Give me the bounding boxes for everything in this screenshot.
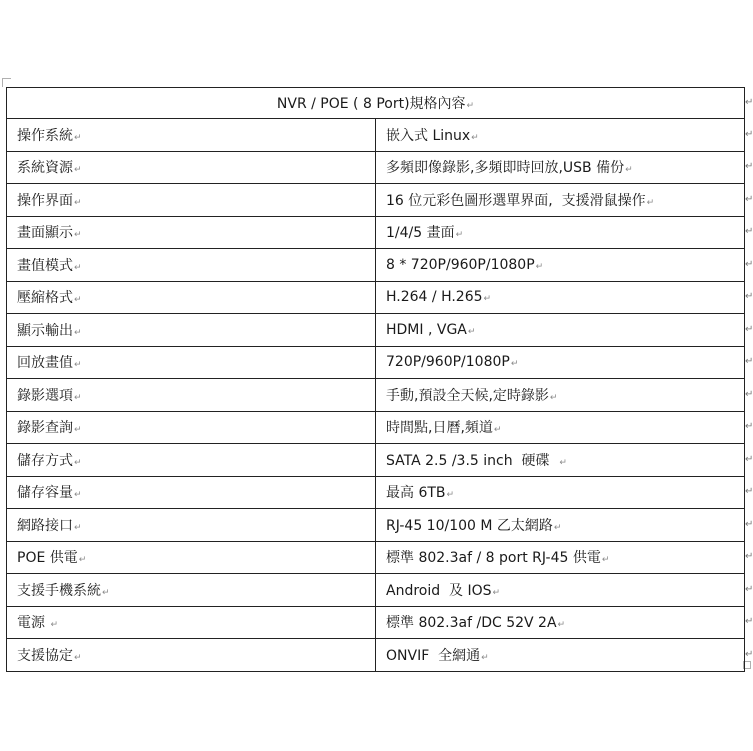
paragraph-mark-icon: ↵ [559,457,567,468]
row-end-mark-icon: ↵ [745,551,753,563]
title-row [7,88,745,119]
paragraph-mark-icon: ↵ [646,197,655,208]
spec-label: 儲存容量 [17,485,73,502]
spec-label-cell[interactable] [7,281,376,314]
spec-label: 支援手機系統 [17,582,101,599]
table-row [7,509,745,542]
spec-value: 手動,預設全天候,定時錄影 [386,387,549,404]
spec-value-cell[interactable] [376,574,745,607]
paragraph-mark-icon: ↵ [74,165,82,176]
paragraph-mark-icon: ↵ [74,327,82,338]
spec-value: SATA 2.5 /3.5 inch 硬碟 [386,452,559,469]
spec-label-cell[interactable] [7,216,376,249]
table-row [7,216,745,249]
paragraph-mark-icon: ↵ [78,555,87,566]
spec-label-cell[interactable] [7,379,376,412]
spec-label: 壓縮格式 [17,290,73,307]
spec-table [6,87,745,672]
spec-value: 8 * 720P/960P/1080P [386,256,535,273]
spec-value-cell[interactable] [376,249,745,282]
paragraph-mark-icon: ↵ [601,555,610,566]
paragraph-mark-icon: ↵ [74,392,82,403]
spec-label: 顯示輸出 [17,322,73,339]
spec-label-cell[interactable] [7,476,376,509]
title-cell[interactable] [7,88,745,119]
paragraph-mark-icon: ↵ [74,425,82,436]
spec-value-cell[interactable] [376,476,745,509]
spec-label: 畫面顯示 [17,225,73,242]
row-end-mark-icon: ↵ [745,616,753,628]
spec-value: 時間點,日曆,頻道 [386,420,493,437]
paragraph-mark-icon: ↵ [74,230,82,241]
paragraph-mark-icon: ↵ [74,295,82,306]
spec-value: 標準 802.3af /DC 52V 2A [386,615,557,632]
spec-label: 支援協定 [17,647,73,664]
spec-label-cell[interactable] [7,606,376,639]
paragraph-mark-icon: ↵ [74,132,82,143]
paragraph-mark-icon: ↵ [74,360,82,371]
paragraph-mark-icon: ↵ [74,457,82,468]
row-end-mark-icon: ↵ [745,583,753,595]
paragraph-mark-icon: ↵ [481,652,489,663]
table-row [7,119,745,152]
paragraph-mark-icon: ↵ [553,522,562,533]
table-row [7,346,745,379]
table-row [7,444,745,477]
row-end-mark-icon: ↵ [745,453,753,465]
paragraph-mark-icon: ↵ [74,197,82,208]
row-end-mark-icon: ↵ [745,161,753,173]
spec-label-cell[interactable] [7,249,376,282]
table-row [7,411,745,444]
spec-value: 最高 6TB [386,485,446,502]
table-row [7,281,745,314]
paragraph-mark-icon: ↵ [467,326,476,337]
spec-value: 標準 802.3af / 8 port RJ-45 供電 [386,550,601,567]
spec-value-cell[interactable] [376,184,745,217]
spec-value: HDMI , VGA [386,321,467,338]
table-row [7,541,745,574]
paragraph-mark-icon: ↵ [492,587,501,598]
row-end-mark-icon: ↵ [745,648,753,660]
spec-value-cell[interactable] [376,379,745,412]
paragraph-mark-icon: ↵ [74,262,82,273]
spec-label: 操作界面 [17,192,73,209]
spec-label: POE 供電 [17,550,78,567]
spec-label-cell[interactable] [7,411,376,444]
spec-label: 網路接口 [17,517,73,534]
paragraph-mark-icon: ↵ [535,261,544,272]
spec-label: 儲存方式 [17,452,73,469]
table-title: NVR / POE ( 8 Port)規格內容 [276,96,466,112]
row-end-mark-icon: ↵ [745,193,753,205]
spec-label-cell[interactable] [7,151,376,184]
spec-value-cell[interactable] [376,509,745,542]
row-end-mark-icon: ↵ [745,97,753,108]
spec-value-cell[interactable] [376,541,745,574]
table-row [7,151,745,184]
row-end-mark-icon: ↵ [745,291,753,303]
page-corner-mark [2,78,11,87]
row-end-mark-icon: ↵ [745,226,753,238]
paragraph-mark-icon: ↵ [74,490,82,501]
spec-value: H.264 / H.265 [386,289,483,306]
paragraph-mark-icon: ↵ [446,490,455,501]
table-row [7,184,745,217]
row-end-mark-icon: ↵ [745,128,753,140]
spec-value-cell[interactable] [376,216,745,249]
row-end-mark-icon: ↵ [745,258,753,270]
paragraph-mark-icon: ↵ [455,230,464,241]
paragraph-mark-icon: ↵ [466,101,475,111]
spec-value-cell[interactable] [376,606,745,639]
row-end-mark-icon: ↵ [745,388,753,400]
spec-value-cell[interactable] [376,639,745,672]
spec-label: 系統資源 [17,160,73,177]
paragraph-mark-icon: ↵ [549,392,558,403]
spec-label-cell[interactable] [7,346,376,379]
spec-value: 嵌入式 Linux [386,127,471,144]
row-end-mark-icon: ↵ [745,421,753,433]
spec-value: RJ-45 10/100 M 乙太網路 [386,517,553,534]
spec-label-cell[interactable] [7,541,376,574]
paragraph-mark-icon: ↵ [483,294,492,305]
paragraph-mark-icon: ↵ [50,620,58,631]
table-row [7,574,745,607]
spec-label-cell[interactable] [7,574,376,607]
spec-label-cell[interactable] [7,509,376,542]
paragraph-mark-icon: ↵ [74,652,82,663]
table-row [7,639,745,672]
spec-value: 16 位元彩色圖形選單界面, 支援滑鼠操作 [386,192,646,209]
spec-label-cell[interactable] [7,184,376,217]
paragraph-mark-icon: ↵ [557,620,566,631]
spec-value-cell[interactable] [376,119,745,152]
paragraph-mark-icon: ↵ [102,587,110,598]
paragraph-mark-icon: ↵ [510,359,519,370]
row-end-mark-icon: ↵ [745,486,753,498]
spec-value: Android 及 IOS [386,582,492,599]
table-row [7,379,745,412]
spec-label-cell[interactable] [7,639,376,672]
paragraph-mark-icon: ↵ [625,165,633,176]
table-row [7,606,745,639]
spec-label: 電源 [17,615,50,632]
spec-label-cell[interactable] [7,119,376,152]
table-row [7,476,745,509]
spec-value: 1/4/5 畫面 [386,225,455,242]
spec-value-cell[interactable] [376,314,745,347]
paragraph-mark-icon: ↵ [471,132,479,143]
spec-label: 操作系統 [17,127,73,144]
spec-value-cell[interactable] [376,151,745,184]
spec-value: ONVIF 全網通 [386,647,481,664]
spec-label: 畫值模式 [17,257,73,274]
row-end-mark-icon: ↵ [745,323,753,335]
table-row [7,314,745,347]
row-end-mark-icon: ↵ [745,356,753,368]
spec-label: 錄影查詢 [17,420,73,437]
spec-value: 多頻即像錄影,多頻即時回放,USB 備份 [386,160,625,177]
row-end-mark-icon: ↵ [745,518,753,530]
spec-value: 720P/960P/1080P [386,354,510,371]
spec-label-cell[interactable] [7,444,376,477]
table-row [7,249,745,282]
spec-label: 錄影選項 [17,387,73,404]
paragraph-mark-icon: ↵ [493,425,502,436]
spec-label: 回放畫值 [17,355,73,372]
spec-label-cell[interactable] [7,314,376,347]
spec-value-cell[interactable] [376,411,745,444]
paragraph-mark-icon: ↵ [74,522,82,533]
spec-value-cell[interactable] [376,444,745,477]
spec-value-cell[interactable] [376,281,745,314]
spec-value-cell[interactable] [376,346,745,379]
